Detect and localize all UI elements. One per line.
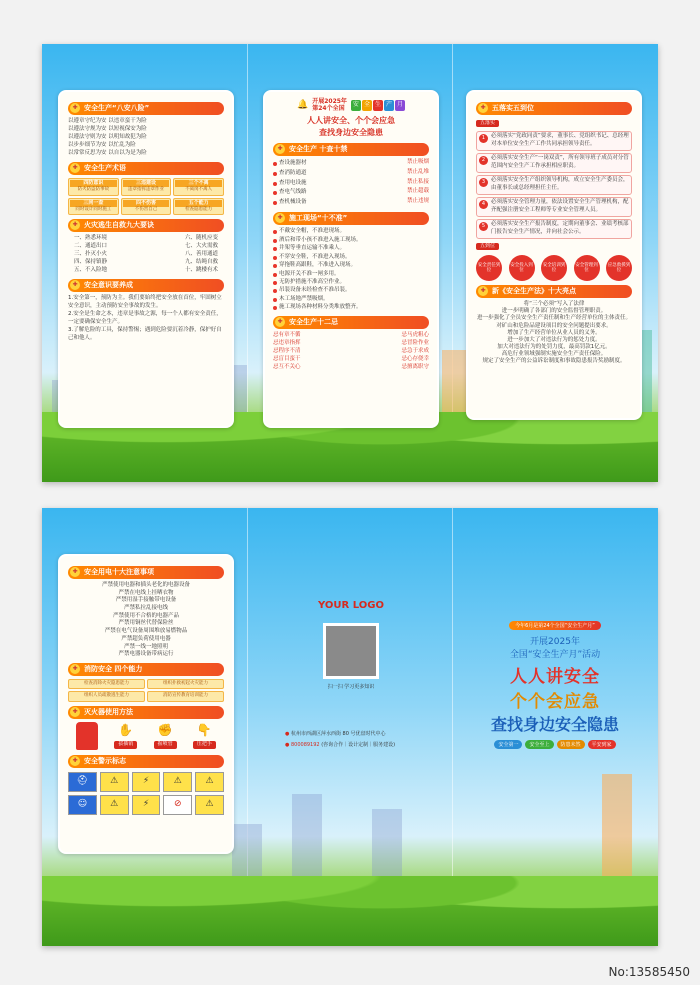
cover-subtitle: 今年6月是第24个全国“安全生产月” — [509, 621, 601, 630]
section-title: 消防安全 四个能力 — [84, 664, 143, 673]
check-row — [273, 179, 429, 189]
rules-list — [273, 228, 429, 311]
number-icon: 2 — [479, 156, 488, 165]
bullet-icon — [273, 306, 277, 310]
logo-text: YOUR LOGO — [318, 600, 384, 611]
step — [154, 722, 177, 751]
rule-item — [273, 271, 429, 278]
helmet-sign-icon: ⛑ — [68, 772, 97, 792]
cover-headline: 人人讲安全 — [510, 667, 600, 687]
hand-icon: 👇 — [196, 722, 212, 737]
section-title: 五落实五到位 — [492, 104, 534, 112]
taboo-text: 忌有章不循 — [273, 331, 301, 338]
term-cell — [68, 178, 119, 196]
duty-text: 必须落实安全生产“一岗双责”，所有领导班子成员对分管范围内安全生产工作承担相应职责。 — [491, 155, 629, 170]
section-title: 灭火器使用方法 — [84, 707, 133, 716]
check-text: 查消防通道 — [279, 169, 307, 176]
power-item: 严禁使用不合格的电器产品 — [112, 612, 179, 619]
no-smoking-sign-icon: ⊘ — [163, 795, 192, 815]
check-item — [273, 189, 307, 197]
section-header — [476, 285, 632, 298]
rule-item — [273, 237, 429, 244]
shock-sign-icon: ⚡ — [132, 795, 161, 815]
number-icon: 5 — [479, 222, 488, 231]
month-chars — [351, 100, 405, 111]
rule-text: 无防护措施不准高空作业。 — [279, 278, 346, 285]
month-char: 全 — [362, 100, 372, 111]
taboo-text: 忌违章指挥 — [273, 339, 301, 346]
panel-left-card — [58, 90, 234, 428]
term-cell — [173, 198, 224, 216]
badge-line: 开展2025年 — [312, 98, 347, 105]
ban-text: 禁止违规 — [406, 198, 429, 205]
shield-icon: ✚ — [70, 163, 80, 173]
check-text: 查机械设备 — [279, 199, 307, 206]
taboo-text: 忌盲目蛮干 — [273, 355, 301, 362]
tag-label: 五落实 — [476, 120, 499, 127]
text-line: 以常常反思为安 以自以为是为险 — [68, 149, 147, 156]
cover-pill: 安全至上 — [525, 740, 553, 749]
rule-item — [273, 279, 429, 286]
section-title: 安全生产术语 — [84, 163, 126, 172]
law-item: 进一步加大了对违法行为的惩处力度。 — [507, 336, 601, 343]
duty-item — [476, 175, 632, 195]
ability-cell: 检查消除火灾隐患能力 — [68, 679, 145, 690]
term-body: 防火防盗防事故 — [77, 187, 110, 193]
taboo-row — [273, 348, 429, 356]
term-body: 违章指挥违章作业 — [127, 187, 164, 193]
number-icon: 4 — [479, 200, 488, 209]
panel-middle-card — [263, 90, 439, 428]
check-item — [273, 180, 307, 188]
taboo-text: 忌程序不清 — [273, 347, 301, 354]
duty-text: 必须落实“党政同责”要求，董事长、党组织书记、总经理对本单位安全生产工作共同承担领导责任。 — [491, 133, 629, 148]
rule-item — [273, 304, 429, 311]
shield-icon: ✚ — [70, 756, 80, 766]
term-body: 不离岗不离人 — [185, 187, 213, 193]
term-head: 三同一查 — [70, 200, 117, 207]
section-header — [476, 102, 632, 115]
city-building — [232, 824, 262, 884]
rule-text: 电源开关不准一闸多用。 — [279, 270, 340, 277]
cover-pill: 安全第一 — [494, 740, 522, 749]
check-row — [273, 198, 429, 208]
rule-text: 不戴安全帽，不准进现场。 — [279, 228, 346, 235]
bullet-icon — [273, 264, 277, 268]
taboo-text: 忌互不关心 — [273, 363, 301, 370]
power-item: 严禁在电气设备周围堆放易燃物品 — [104, 628, 188, 635]
taboo-row — [273, 340, 429, 348]
ability-cell: 组织扑救初起火灾能力 — [147, 679, 224, 690]
panel-right-card — [466, 90, 642, 420]
duty-item — [476, 153, 632, 173]
duty-text: 必须落实安全生产报告制度，定期向董事会、业绩考核部门报告安全生产情况，并向社会公示。 — [491, 221, 629, 235]
term-body: 同时设计同时施工 — [75, 206, 112, 212]
power-item: 严禁一线一地照明 — [123, 643, 168, 650]
term-head: 四防意识 — [70, 180, 117, 187]
section-title: 安全生产“八安八险” — [84, 104, 150, 112]
section-header — [68, 162, 224, 175]
step-label: 压把手 — [193, 741, 216, 748]
power-item: 严禁用铜丝代替保险丝 — [118, 620, 174, 627]
check-text: 查设施器材 — [279, 159, 307, 166]
text-item: 二、通道出口 — [74, 243, 108, 250]
caution-sign-icon: ⚠ — [100, 795, 129, 815]
hand-icon: ✊ — [157, 722, 173, 737]
term-cell — [121, 198, 172, 216]
section-title: 安全警示标志 — [84, 756, 126, 765]
text-item: 一、熟悉环境 — [74, 235, 108, 242]
bullet-icon — [273, 172, 277, 176]
hazard-sign-icon: ⚠ — [195, 795, 224, 815]
cover-headline: 查找身边安全隐患 — [490, 715, 619, 734]
back-middle-panel — [263, 600, 439, 748]
rule-item — [273, 296, 429, 303]
shield-icon: ✚ — [275, 144, 285, 154]
section-title: 安全意识要养成 — [84, 281, 133, 290]
section-title: 新《安全生产法》十大亮点 — [492, 287, 576, 296]
cover-panel — [460, 612, 650, 749]
bullet-icon — [273, 162, 277, 166]
cover-pill: 防患未然 — [557, 740, 585, 749]
section-header — [68, 219, 224, 232]
shield-icon: ✚ — [478, 286, 488, 296]
text-item: 五、不入险地 — [74, 267, 108, 274]
power-item: 严禁私拉乱接电线 — [123, 605, 168, 612]
text-item: 七、大火需救 — [184, 243, 218, 250]
duty-circle: 应急救援到位 — [606, 255, 632, 281]
power-item: 严禁超负荷使用电器 — [121, 635, 171, 642]
duty-circle: 安全管理到位 — [574, 255, 600, 281]
rule-text: 施工现场各种材料分类堆放整齐。 — [279, 304, 362, 311]
section-title: 安全用电十大注意事项 — [84, 568, 154, 576]
headline: 查找身边安全隐患 — [319, 127, 383, 137]
law-item: 进一步强化了全员安全生产责任制和生产经营单位的主体责任。 — [476, 315, 631, 322]
circle-row — [476, 255, 632, 281]
law-item: 规定了安全生产的公益诉讼制度和事故隐患报告奖励制度。 — [482, 358, 626, 365]
law-item: 进一步明确了各部门的安全监督管理职责。 — [501, 308, 607, 315]
check-list — [273, 159, 429, 209]
text-item: 八、善用通道 — [184, 251, 218, 258]
taboo-text: 忌马虎粗心 — [401, 331, 429, 338]
text-item: 六、随机应变 — [184, 235, 218, 242]
shield-icon: ✚ — [70, 280, 80, 290]
cover-pill: 平安到家 — [588, 740, 616, 749]
contact-address — [263, 730, 439, 737]
taboo-list — [273, 332, 429, 372]
section-header — [68, 663, 224, 676]
ban-text: 禁止超载 — [406, 188, 429, 195]
bullet-icon — [273, 182, 277, 186]
tag-label: 五到位 — [476, 243, 499, 250]
address-text: 杭州市西湖区萍水西街 80 号优盘时代中心 — [290, 731, 386, 737]
section-header — [273, 212, 429, 225]
rule-item — [273, 254, 429, 261]
step — [193, 722, 216, 751]
hand-icon: ✋ — [118, 722, 134, 737]
text-line: 3.了解危险的工具，保持警惕；遇到危险要沉着冷静，保护好自己和他人。 — [68, 327, 222, 342]
law-list — [476, 301, 632, 365]
ban-text: 禁止私接 — [406, 178, 429, 185]
bullet-icon — [273, 191, 277, 195]
text-line: 以遵法守规为安 以短视保安为险 — [68, 125, 147, 132]
check-item — [273, 160, 307, 168]
shield-icon: ✚ — [70, 707, 80, 717]
term-cell — [121, 178, 172, 196]
city-building — [292, 794, 322, 884]
rule-item — [273, 287, 429, 294]
check-row — [273, 169, 429, 179]
section-header — [273, 316, 429, 329]
shield-icon: ✚ — [70, 567, 80, 577]
text-item: 四、保持镇静 — [74, 259, 108, 266]
bullet-icon — [273, 247, 277, 251]
step — [114, 722, 137, 751]
check-item — [273, 170, 307, 178]
rule-text: 酒后和带小孩不准进入施工现场。 — [279, 236, 362, 243]
phone-text: 800089192 — [290, 742, 320, 748]
taboo-text: 忌冒险作业 — [401, 339, 429, 346]
alarm-icon: 🔔 — [297, 99, 309, 110]
taboo-row — [273, 332, 429, 340]
fall-sign-icon: ⚠ — [163, 772, 192, 792]
check-row — [273, 188, 429, 198]
law-item: 将“三个必须”写入了法律 — [523, 301, 585, 308]
cover-pills — [460, 740, 650, 749]
panel-back-left-card — [58, 554, 234, 854]
section-header — [68, 706, 224, 719]
text-item: 九、结绳自救 — [184, 259, 218, 266]
warning-signs — [68, 772, 224, 815]
qr-code-placeholder — [323, 623, 379, 679]
step-label: 握喷管 — [154, 741, 177, 748]
extinguisher-icon — [76, 722, 98, 750]
law-item: 高危行业领域强制实施安全生产责任保险。 — [501, 351, 607, 358]
watermark-id: No:13585450 — [608, 965, 690, 979]
extinguisher-steps — [68, 722, 224, 751]
section-header — [68, 102, 224, 115]
bullet-icon — [273, 239, 277, 243]
section-title: 安全生产 十查十禁 — [289, 144, 348, 153]
brochure-back — [42, 508, 658, 946]
month-badge — [273, 98, 429, 112]
badge-line: 第24个全国 — [312, 105, 345, 113]
taboo-text: 忌心存侥幸 — [401, 355, 429, 362]
phone-note: (咨询合作｜设计定制｜服务建设) — [321, 742, 396, 748]
taboo-row — [273, 364, 429, 372]
text-line: 以遵法守则为安 以明知故犯为险 — [68, 133, 147, 140]
text-line: 以遵章守纪为安 以违章蛮干为险 — [68, 118, 147, 124]
bullet-icon — [273, 273, 277, 277]
law-item: 对矿山和危险品建设项目的安全问题提出要求。 — [496, 322, 612, 329]
power-list — [68, 582, 224, 659]
section-header — [68, 279, 224, 292]
text-line: 以步步细节为安 以忙乱为险 — [68, 141, 136, 148]
duty-item — [476, 197, 632, 217]
shield-icon: ✚ — [275, 213, 285, 223]
terms-grid — [68, 178, 224, 216]
bullet-icon — [273, 289, 277, 293]
term-head: 五个能力 — [175, 200, 222, 207]
rule-text: 木工场地严禁吸烟。 — [279, 295, 329, 302]
text-row — [74, 267, 218, 275]
ban-text: 禁止乱堆 — [406, 168, 429, 175]
ban-text: 禁止吸烟 — [406, 158, 429, 165]
term-body: 不伤害自己 — [134, 206, 158, 212]
shield-icon: ✚ — [70, 103, 80, 113]
rule-text: 吊装设备未经检查不准吊装。 — [279, 287, 351, 294]
shield-icon: ✚ — [478, 103, 488, 113]
duty-circle: 安全投入到位 — [509, 255, 535, 281]
duty-text: 必须落实安全生产组织领导机构，成立安全生产委员会，由董事长或总经理担任主任。 — [491, 177, 629, 192]
power-item: 严禁在电线上挂晒衣物 — [118, 589, 174, 596]
text-line: 1.安全第一，预防为主。我们要始终把安全放在首位，牢固树立安全意识，主动预防安全事故的发生。 — [68, 295, 222, 310]
month-char: 生 — [373, 100, 383, 111]
city-building — [602, 774, 632, 884]
location-icon: ● — [285, 731, 290, 737]
section-title: 火灾逃生自救九大要诀 — [84, 221, 154, 230]
law-item: 增加了生产经营单位从业人员的义务。 — [507, 329, 601, 336]
ability-grid — [68, 679, 224, 702]
term-cell — [173, 178, 224, 196]
number-icon: 1 — [479, 134, 488, 143]
power-item: 严禁使用电器和插头老化的电器设备 — [101, 582, 190, 588]
rule-item — [273, 245, 429, 252]
bullet-icon — [273, 281, 277, 285]
section-header — [68, 755, 224, 768]
s1-lines — [68, 118, 224, 158]
fire-sign-icon: ⚠ — [195, 772, 224, 792]
section-header — [68, 566, 224, 579]
month-char: 安 — [351, 100, 361, 111]
contact-phone — [263, 741, 439, 748]
duty-item — [476, 131, 632, 151]
text-item: 三、扑灭小火 — [74, 251, 108, 258]
duty-circle: 安全培训到位 — [541, 255, 567, 281]
check-text: 查电气线路 — [279, 189, 307, 196]
taboo-row — [273, 356, 429, 364]
bullet-icon — [273, 230, 277, 234]
term-head: 四不伤害 — [123, 200, 170, 207]
check-row — [273, 159, 429, 169]
bullet-icon — [273, 201, 277, 205]
brochure-front — [42, 44, 658, 482]
duty-text: 必须落实安全管理力量，依法设置安全生产管理机构，配齐配强注册安全工程师等专业安全管理人员。 — [491, 199, 629, 214]
month-char: 月 — [395, 100, 405, 111]
shield-icon: ✚ — [275, 317, 285, 327]
term-head: 三个不离 — [175, 180, 222, 187]
term-head: 三违建设 — [123, 180, 170, 187]
bullet-icon — [273, 298, 277, 302]
warning-sign-icon: ⚠ — [100, 772, 129, 792]
section-title: 安全生产十二忌 — [289, 317, 338, 326]
section-title: 施工现场“十不准” — [289, 214, 348, 223]
cover-line: 全国“安全生产月”活动 — [509, 650, 601, 660]
text-line: 2.安全是生命之本，违章是事故之源，每一个人都有安全责任，一定要确保安全生产。 — [68, 311, 222, 326]
rule-text: 井架等垂直运输不准乘人。 — [279, 245, 346, 252]
month-char: 产 — [384, 100, 394, 111]
s4-lines — [68, 295, 224, 343]
rule-item — [273, 262, 429, 269]
taboo-text: 忌擅离职守 — [401, 363, 429, 370]
ability-cell: 组织人员疏散逃生能力 — [68, 691, 145, 702]
cover-headline: 个个会应急 — [510, 692, 600, 712]
text-item: 十、跳楼有术 — [184, 267, 218, 274]
ability-cell: 消防宣传教育培训能力 — [147, 691, 224, 702]
term-cell — [68, 198, 119, 216]
law-item: 加大对违法行为的处罚力度，最高罚款1亿元。 — [497, 344, 611, 351]
electric-sign-icon: ⚡ — [132, 772, 161, 792]
duty-item — [476, 219, 632, 239]
check-text: 查用电设施 — [279, 179, 307, 186]
phone-icon: ● — [285, 742, 290, 748]
grass-ground — [42, 876, 658, 946]
rule-text: 穿拖鞋高跟鞋，不准进入现场。 — [279, 262, 357, 269]
section-header — [273, 143, 429, 156]
rule-text: 不穿安全鞋，不准进入现场。 — [279, 253, 351, 260]
shield-icon: ✚ — [70, 664, 80, 674]
rule-item — [273, 228, 429, 235]
check-item — [273, 199, 307, 207]
s3-lines — [68, 235, 224, 275]
qr-caption: 扫一扫 学习更多知识 — [327, 684, 375, 690]
taboo-text: 忌急于求成 — [401, 347, 429, 354]
step-label: 拔插销 — [114, 741, 137, 748]
cover-line: 开展2025年 — [530, 637, 580, 647]
power-item: 严禁用湿手接触带电设备 — [115, 597, 177, 604]
headline: 人人讲安全、个个会应急 — [307, 116, 395, 126]
bullet-icon — [273, 256, 277, 260]
city-building — [372, 809, 402, 884]
number-icon: 3 — [479, 178, 488, 187]
shield-icon: ✚ — [70, 220, 80, 230]
badge-text — [312, 98, 347, 112]
duty-circle: 安全责任到位 — [476, 255, 502, 281]
mask-sign-icon: ☺ — [68, 795, 97, 815]
power-item: 严禁电器设备带病运行 — [118, 651, 174, 658]
term-body: 检查隐患能力 — [185, 206, 213, 212]
